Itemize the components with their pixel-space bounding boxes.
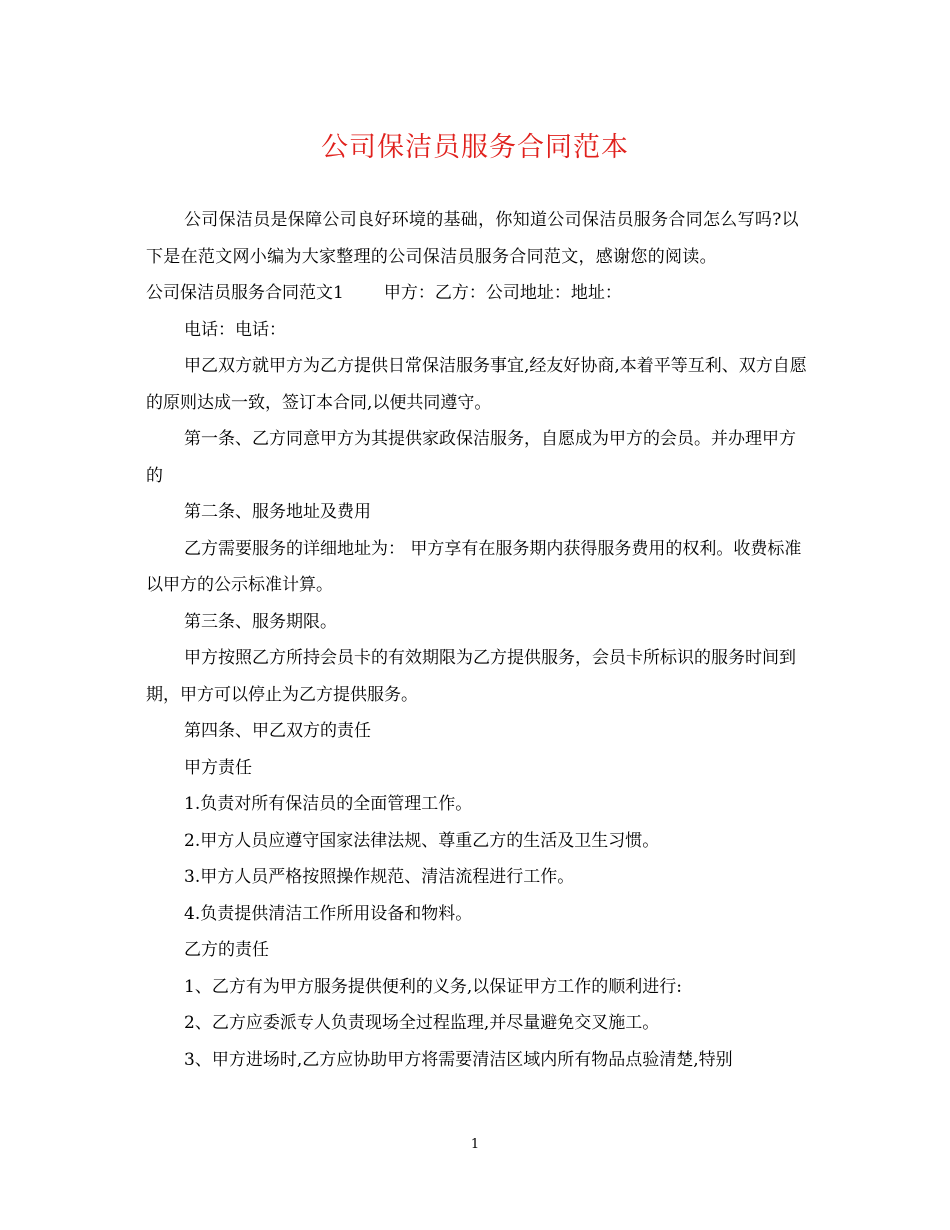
party-a-item: 3.甲方人员严格按照操作规范、清洁流程进行工作。	[184, 867, 575, 887]
party-b-heading: 乙方的责任	[184, 940, 269, 960]
sample-heading: 公司保洁员服务合同范文1	[146, 283, 344, 303]
party-b-item: 2、乙方应委派专人负责现场全过程监理,并尽量避免交叉施工。	[184, 1013, 660, 1033]
party-a-item: 4.负责提供清洁工作所用设备和物料。	[184, 903, 473, 924]
party-b-item: 1、乙方有为甲方服务提供便利的义务,以保证甲方工作的顺利进行:	[184, 976, 682, 997]
agreement-paragraph: 甲乙双方就甲方为乙方提供日常保洁服务事宜,经友好协商,本着平等互利、双方自愿的原则达成一致，签订本合同,以便共同遵守。	[146, 356, 807, 413]
article-4-heading: 第四条、甲乙双方的责任	[184, 721, 371, 741]
article-2-body: 乙方需要服务的详细地址为： 甲方享有在服务期内获得服务费用的权利。收费标准以甲方的公示标准计算。	[146, 538, 802, 595]
document-body	[146, 202, 810, 1078]
phone-line: 电话：电话：	[184, 319, 286, 340]
party-a-heading: 甲方责任	[184, 757, 252, 778]
party-a-item: 1.负责对所有保洁员的全面管理工作。	[184, 794, 473, 814]
party-a-item: 2.甲方人员应遵守国家法律法规、尊重乙方的生活及卫生习惯。	[184, 830, 660, 851]
intro-paragraph: 公司保洁员是保障公司良好环境的基础，你知道公司保洁员服务合同怎么写吗?以下是在范文网小编为大家整理的公司保洁员服务合同范文，感谢您的阅读。	[146, 210, 799, 267]
document-title: 公司保洁员服务合同范本	[321, 132, 629, 163]
page-number: 1	[470, 1137, 480, 1152]
article-3-body: 甲方按照乙方所持会员卡的有效期限为乙方提供服务，会员卡所标识的服务时间到期，甲方可以停止为乙方提供服务。	[146, 648, 796, 705]
party-b-item: 3、甲方进场时,乙方应协助甲方将需要清洁区域内所有物品点验清楚,特别	[184, 1049, 733, 1070]
article-1: 第一条、乙方同意甲方为其提供家政保洁服务，自愿成为甲方的会员。并办理甲方的	[146, 429, 796, 486]
parties-line: 甲方：乙方：公司地址：地址：	[383, 283, 622, 303]
article-3-heading: 第三条、服务期限。	[184, 611, 337, 632]
parties-row	[146, 275, 810, 312]
article-2-heading: 第二条、服务地址及费用	[184, 502, 371, 522]
